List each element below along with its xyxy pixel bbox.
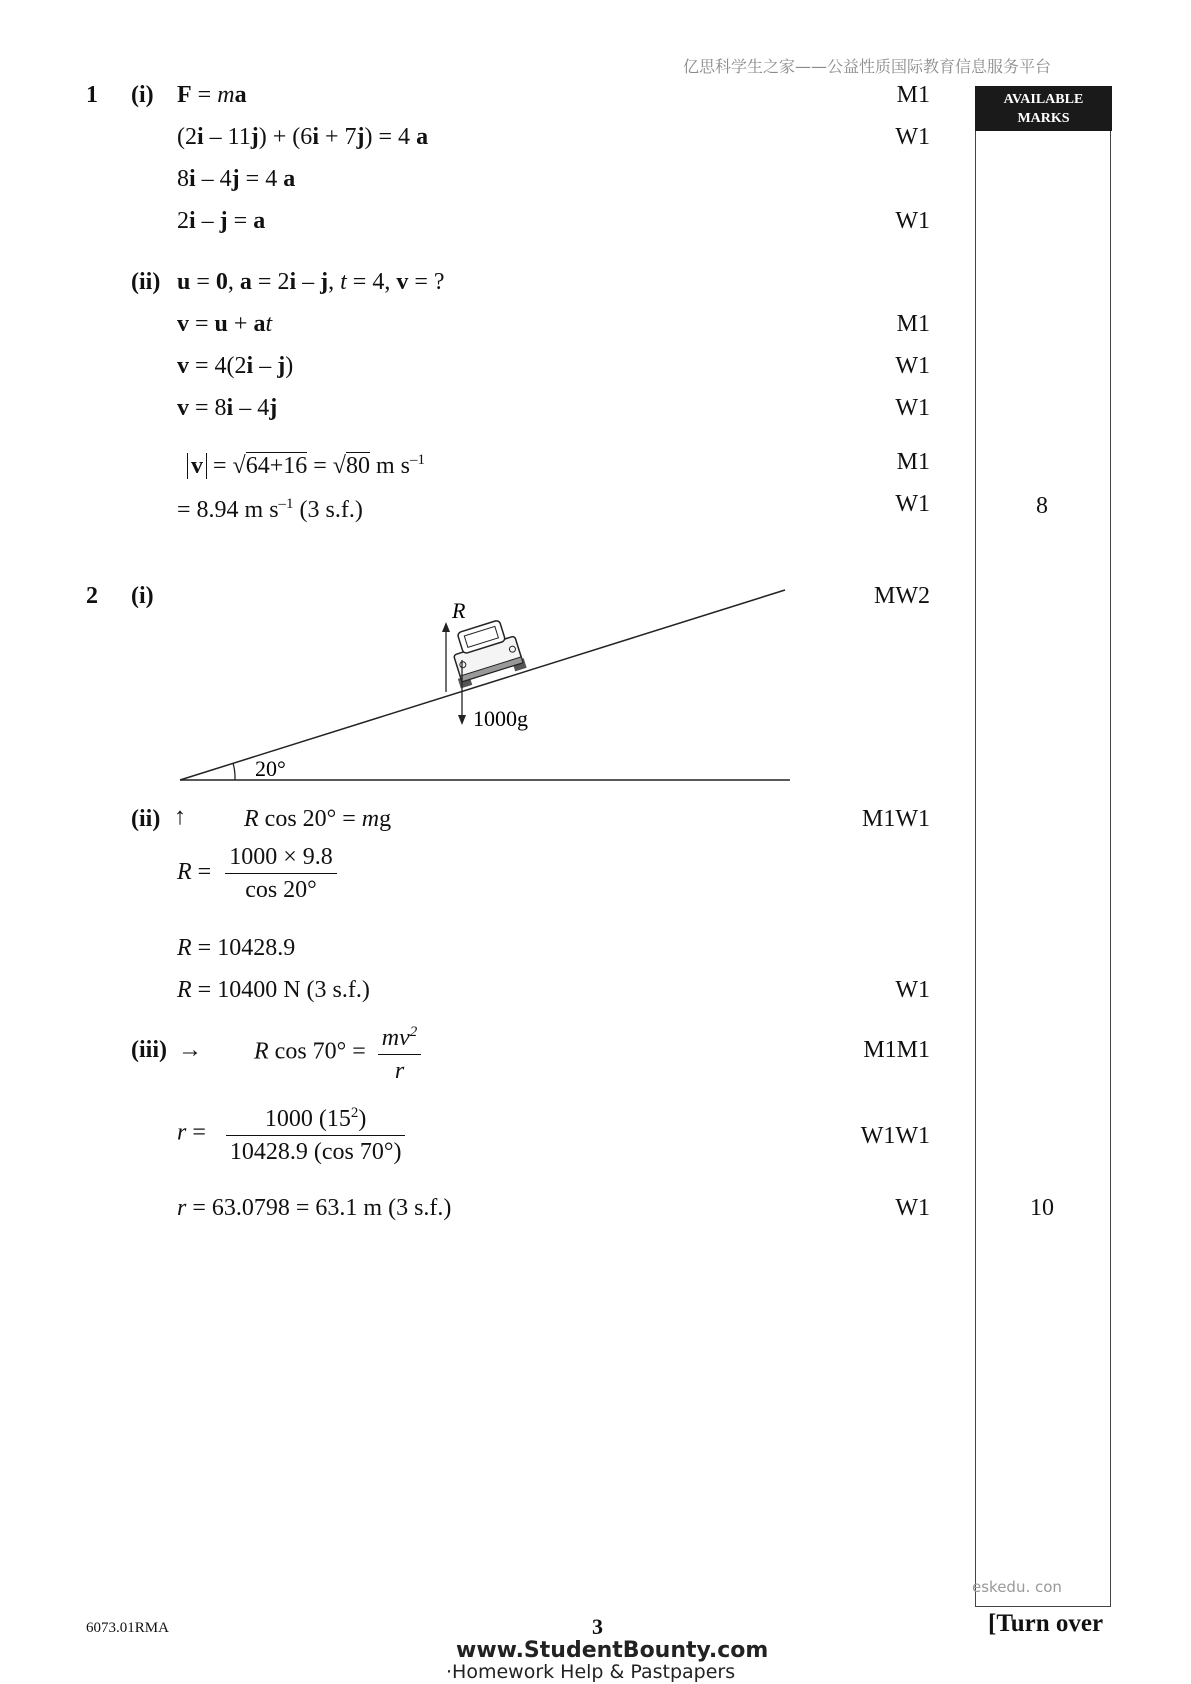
q2-ii-mark4: W1 (895, 977, 930, 1003)
q1-ii-mark5: M1 (896, 449, 930, 475)
q2-ii-line1: R cos 20° = mg (244, 806, 392, 832)
q2-ii-up-arrow: ↑ (174, 804, 186, 830)
q1-i-line3: 8i – 4j = 4 a (177, 166, 296, 192)
q2-iii-mark2: W1W1 (860, 1123, 930, 1149)
q1-i-line4: 2i – j = a (177, 208, 266, 234)
q1-ii-line1: u = 0, a = 2i – j, t = 4, v = ? (177, 269, 445, 295)
q2-total-marks: 10 (1030, 1195, 1054, 1221)
paper-code: 6073.01RMA (86, 1620, 169, 1636)
slope-line (180, 590, 785, 780)
q2-iii-right-arrow: → (178, 1037, 202, 1063)
q1-ii-line5: v = √64+16 = √80 m $s^{-1}$ (187, 446, 425, 480)
studentbounty-logo-line2: ·Homework Help & Pastpapers (446, 1661, 736, 1683)
page-number: 3 (592, 1614, 603, 1639)
turn-over: [Turn over (988, 1610, 1104, 1637)
q1-number: 1 (86, 82, 98, 108)
q2-ii-line3: R = 10428.9 (177, 935, 296, 961)
q1-total-marks: 8 (1036, 493, 1048, 519)
q2-number: 2 (86, 583, 98, 609)
q1-ii-line2: v = u + at (177, 311, 273, 337)
q1-part-ii-label: (ii) (131, 269, 161, 295)
q1-i-mark2: W1 (895, 124, 930, 150)
q1-i-mark4: W1 (895, 208, 930, 234)
q1-ii-mark4: W1 (895, 395, 930, 421)
q1-ii-mark2: M1 (896, 311, 930, 337)
q1-ii-mark6: W1 (895, 491, 930, 517)
q2-ii-line4: R = 10400 N (3 s.f.) (177, 977, 370, 1003)
inclined-plane-diagram (170, 580, 800, 790)
q2-part-iii-label: (iii) (131, 1037, 167, 1063)
weight-arrowhead (458, 715, 466, 725)
label-angle: 20° (255, 756, 286, 781)
q1-part-i-label: (i) (131, 82, 154, 108)
q2-ii-mark1: M1W1 (862, 806, 930, 832)
studentbounty-logo-line1: www.StudentBounty.com (456, 1638, 769, 1663)
q2-part-ii-label: (ii) (131, 806, 161, 832)
q2-part-i-label: (i) (131, 583, 154, 609)
q1-i-line1: F = ma (177, 82, 247, 108)
q1-i-line2: (2i – 11j) + (6i + 7j) = 4 a (177, 124, 429, 150)
marks-column (975, 86, 1111, 1607)
q1-ii-line3: v = 4(2i – j) (177, 353, 294, 379)
reaction-arrowhead (442, 622, 450, 632)
angle-arc (233, 763, 235, 780)
q2-i-mark: MW2 (874, 583, 930, 609)
q1-i-mark1: M1 (896, 82, 930, 108)
label-weight: 1000g (473, 706, 528, 731)
q2-iii-mark3: W1 (895, 1195, 930, 1221)
q1-ii-line4: v = 8i – 4j (177, 395, 278, 421)
q2-iii-fraction: r = $\frac{1000 (15^2)}{10428.9 (\cos 70^\circ)}$ (177, 1099, 405, 1166)
side-watermark: eskedu. con (972, 1578, 1062, 1596)
label-R: R (452, 598, 466, 623)
q1-ii-mark3: W1 (895, 353, 930, 379)
q2-iii-line1: R cos 70° = $\frac{mv^2}{r}$ (254, 1018, 421, 1085)
q2-iii-final: r = 63.0798 = 63.1 m (3 s.f.) (177, 1195, 452, 1221)
header-watermark: 亿思科学生之家——公益性质国际教育信息服务平台 (683, 57, 1052, 76)
car-icon (445, 616, 527, 688)
q1-ii-line6: = 8.94 m $s^{-1}$ (3 s.f.) (177, 496, 363, 523)
available-marks-header: AVAILABLE MARKS (975, 86, 1112, 131)
q2-iii-mark1: M1M1 (863, 1037, 930, 1063)
q2-ii-fraction: R = $\frac{1000 \times 9.8}{\cos 20^\circ}$ (177, 843, 337, 904)
